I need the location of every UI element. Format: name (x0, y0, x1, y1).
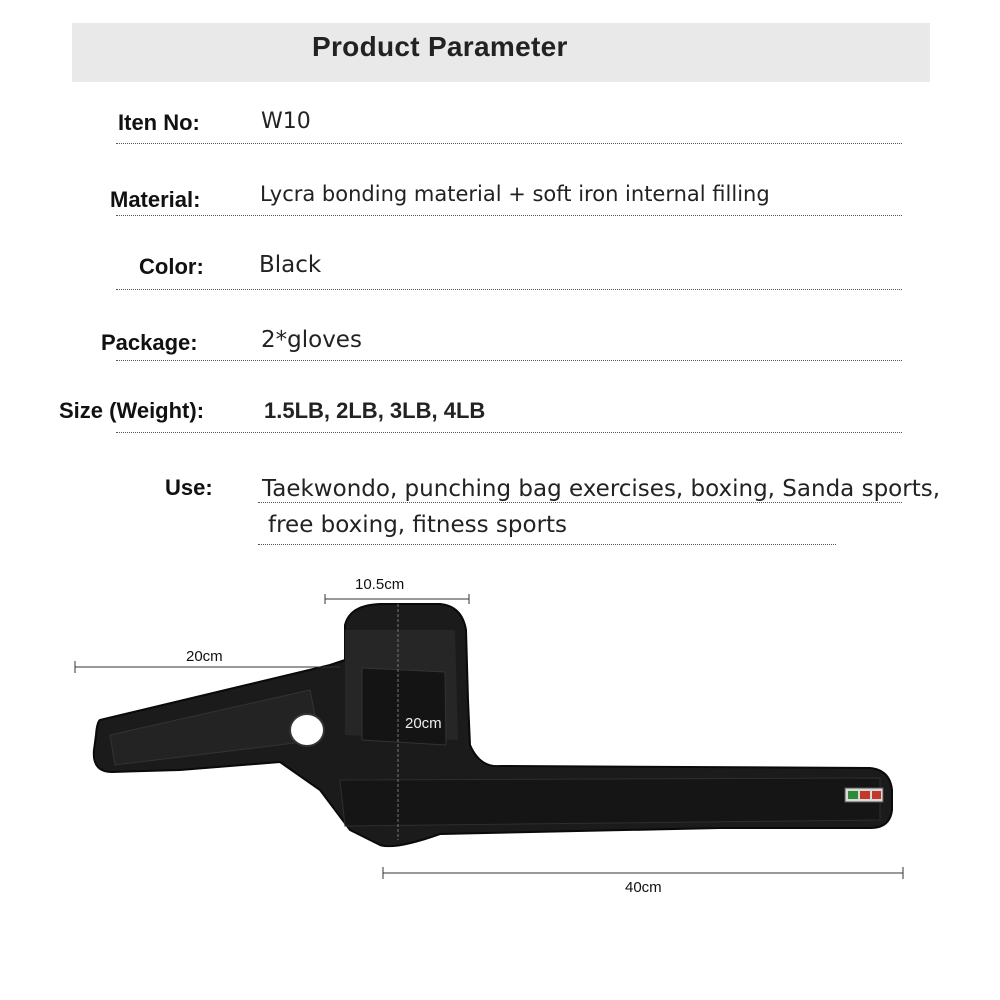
color-label: Color: (139, 254, 204, 279)
divider (116, 360, 902, 361)
material-label: Material: (110, 187, 201, 212)
header-bar (72, 23, 930, 82)
material-value: Lycra bonding material + soft iron internal filling (260, 182, 770, 206)
divider (116, 432, 902, 433)
use-value-line2: free boxing, fitness sports (268, 512, 568, 538)
use-value-line1: Taekwondo, punching bag exercises, boxing, Sanda sports, (262, 476, 941, 502)
package-value: 2*gloves (261, 327, 362, 353)
thumb-hole (290, 714, 324, 746)
divider (116, 215, 902, 216)
dimension-arm-length: 20cm (186, 648, 223, 665)
divider (258, 502, 902, 503)
divider (116, 143, 902, 144)
size-value: 1.5LB, 2LB, 3LB, 4LB (264, 398, 486, 423)
item-no-label: Iten No: (118, 110, 200, 135)
product-dimension-diagram (0, 560, 1000, 900)
color-value: Black (259, 252, 322, 278)
package-label: Package: (101, 330, 198, 355)
item-no-value: W10 (261, 109, 311, 134)
size-label: Size (Weight): (59, 398, 205, 423)
dimension-total-length: 40cm (625, 879, 662, 896)
use-label: Use: (165, 475, 213, 500)
dimension-height: 20cm (405, 715, 442, 732)
divider (258, 544, 836, 545)
page-title: Product Parameter (312, 31, 568, 62)
dimension-top-width: 10.5cm (355, 576, 405, 593)
divider (116, 289, 902, 290)
